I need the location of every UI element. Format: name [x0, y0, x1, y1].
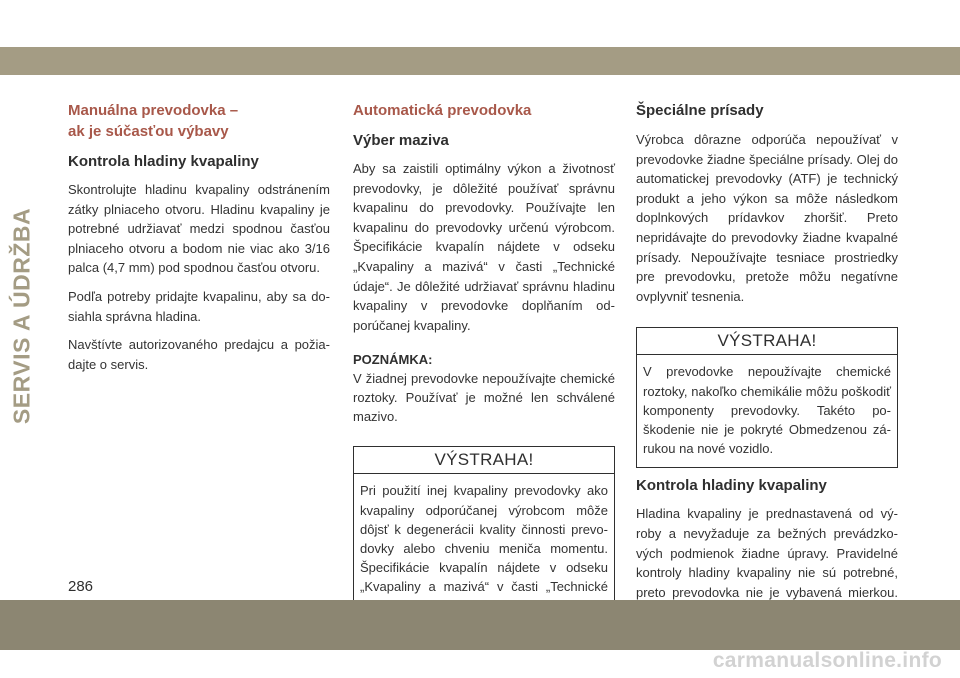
section-title-line-1: Manuálna prevodovka –: [68, 102, 239, 119]
note-label: POZNÁMKA:: [353, 352, 433, 368]
subheading-fluid-level-check: Kontrola hladiny kvapaliny: [68, 153, 259, 170]
warning-title: VÝSTRAHA!: [354, 447, 614, 474]
paragraph: Podľa potreby pridajte kvapalinu, aby sa dosiahla správna hladina.: [68, 288, 330, 324]
subheading-fluid-level-check: Kontrola hladiny kvapaliny: [636, 477, 827, 495]
subheading-lubricant-selection: Výber maziva: [353, 132, 449, 149]
header-band: [0, 47, 960, 75]
paragraph: Skontrolujte hladinu kvapaliny odstránením zátky plniaceho otvoru. Hladinu kvapaliny je potrebné udržiavať medzi spodnou časťou plniaceho otvoru a bodom nie viac ako 3/16 palca (4,7 mm) pod spodnou časťou otvoru.: [68, 182, 330, 276]
warning-title: VÝSTRAHA!: [637, 328, 897, 355]
page-number: 286: [68, 578, 94, 595]
section-title-manual-transmission: [68, 100, 330, 142]
paragraph: Výrobca dôrazne odporúča nepoužívať v prevodovke žiadne špeciálne prísady. Olej do automatickej prevodovky (ATF) je technický produkt a jeho výkon sa môže následkom doplnkových prídavkov zhoršiť. Preto nepridávajte do prevodovky žiadne kvapalné prísady. Nepoužívajte tesniace prostriedky pre prevodovku, pretože môžu negatívne ovplyvniť tesnenia.: [636, 132, 898, 304]
footer-band: [0, 600, 960, 650]
warning-text: Pri použití inej kvapaliny prevodovky ako kvapaliny odporúčanej výrobcom môže dôjsť k degenerácii kvality činnosti prevodovky alebo chveniu meniča momentu. Špecifikácie kvapalín nájdete v odseku „Kvapaliny a mazivá“ v časti „Technické: [360, 483, 608, 595]
paragraph: Navštívte autorizovaného predajcu a požiadajte o servis.: [68, 337, 330, 372]
warning-text: V prevodovke nepoužívajte chemické roztoky, nakoľko chemikálie môžu poškodiť komponenty prevodovky. Takéto poškodenie nie je pokryté Obmedzenou zárukou na nové vozidlo.: [643, 364, 891, 457]
column-special-additives: [636, 100, 898, 651]
section-title-line-2: ak je súčasťou výbavy: [68, 123, 229, 140]
subheading-special-additives: Špeciálne prísady: [636, 102, 764, 119]
paragraph: Aby sa zaistili optimálny výkon a životnosť prevodovky, je dôležité používať správnu kvapalinu do prevodovky. Používajte len kvapalinu do prevodovky určenú výrobcom. Špecifikácie kvapalín nájdete v odseku „Kvapaliny a mazivá“ v časti „Technické údaje“. Je dôležité udržiavať správnu hladinu kvapaliny v prevodovke doplňaním odporúčanej kvapaliny.: [353, 161, 615, 333]
watermark: carmanualsonline.info: [712, 649, 942, 672]
paragraph: Hladina kvapaliny je prednastavená od výroby a nevyžaduje za bežných prevádzkových podmienok žiadne úpravy. Pravidelné kontroly hladiny kvapaliny nie sú potrebné, preto prevodovka nie je vybavená mierkou.: [636, 506, 898, 600]
warning-box: [636, 327, 898, 468]
column-automatic-transmission: [353, 100, 615, 626]
side-section-label-text: SERVIS A ÚDRŽBA: [8, 207, 35, 425]
note-text: V žiadnej prevodovke nepoužívajte chemické roztoky. Používať je možné len schválené mazivo.: [353, 371, 615, 425]
warning-box: [353, 446, 615, 625]
section-title-automatic-transmission: Automatická prevodovka: [353, 102, 532, 119]
column-manual-transmission: [68, 100, 330, 383]
